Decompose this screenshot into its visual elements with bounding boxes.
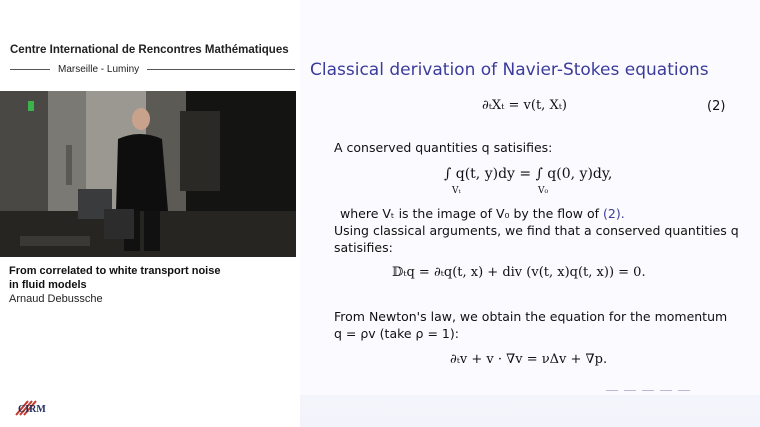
equation-number: (2) [707,99,726,114]
cirm-logo-icon [14,399,54,417]
classical-arguments-line1: Using classical arguments, we find that a conserved quantities q [334,223,739,238]
speaker-name: Arnaud Debussche [9,293,103,305]
equation-reference: (2). [603,206,625,221]
nav-next-frame-icon[interactable] [624,384,636,391]
talk-title-line2: in fluid models [9,279,87,291]
classical-arguments-line2: satisifies: [334,240,393,255]
presentation-slide [300,0,760,427]
speaker-video[interactable] [0,91,296,257]
nav-search-icon[interactable] [678,384,690,391]
newton-law-line2: q = ρv (take ρ = 1): [334,326,459,341]
beamer-navigation[interactable] [606,382,690,392]
equation-flow: ∂ₜXₜ = v(t, Xₜ) [482,98,567,113]
slide-canvas [300,0,760,395]
organization-location: Marseille - Luminy [58,63,140,75]
cirm-logo [14,399,54,417]
material-derivative-equation: 𝔻ₜq = ∂ₜq(t, x) + div (v(t, x)q(t, x)) = 0. [392,265,646,280]
where-text [340,206,625,221]
organization-location-row [10,63,295,75]
newton-law-line1: From Newton's law, we obtain the equation for the momentum [334,309,728,324]
navier-stokes-equation: ∂ₜv + v · ∇v = νΔv + ∇p. [450,352,608,367]
integral-domain-vt: Vₜ [452,186,461,196]
conserved-quantity-text: A conserved quantities q satisifies: [334,140,553,155]
organization-name: Centre International de Rencontres Mathématiques [10,44,289,56]
talk-title-line1: From correlated to white transport noise [9,265,221,277]
speaker-video-frame [0,91,296,257]
nav-subsection-icon[interactable] [660,384,672,391]
nav-section-icon[interactable] [642,384,654,391]
where-text-body: where Vₜ is the image of V₀ by the flow of [340,206,600,221]
svg-text:CIRM: CIRM [18,404,46,415]
slide-title: Classical derivation of Navier-Stokes equations [310,60,709,80]
talk-title [9,264,289,292]
integral-equation: ∫ q(t, y)dy = ∫ q(0, y)dy, [444,166,613,182]
integral-domain-v0: V₀ [538,186,549,196]
nav-prev-frame-icon[interactable] [606,384,618,391]
event-info-panel [0,0,300,427]
divider-left [10,69,50,70]
divider-right [147,69,295,70]
